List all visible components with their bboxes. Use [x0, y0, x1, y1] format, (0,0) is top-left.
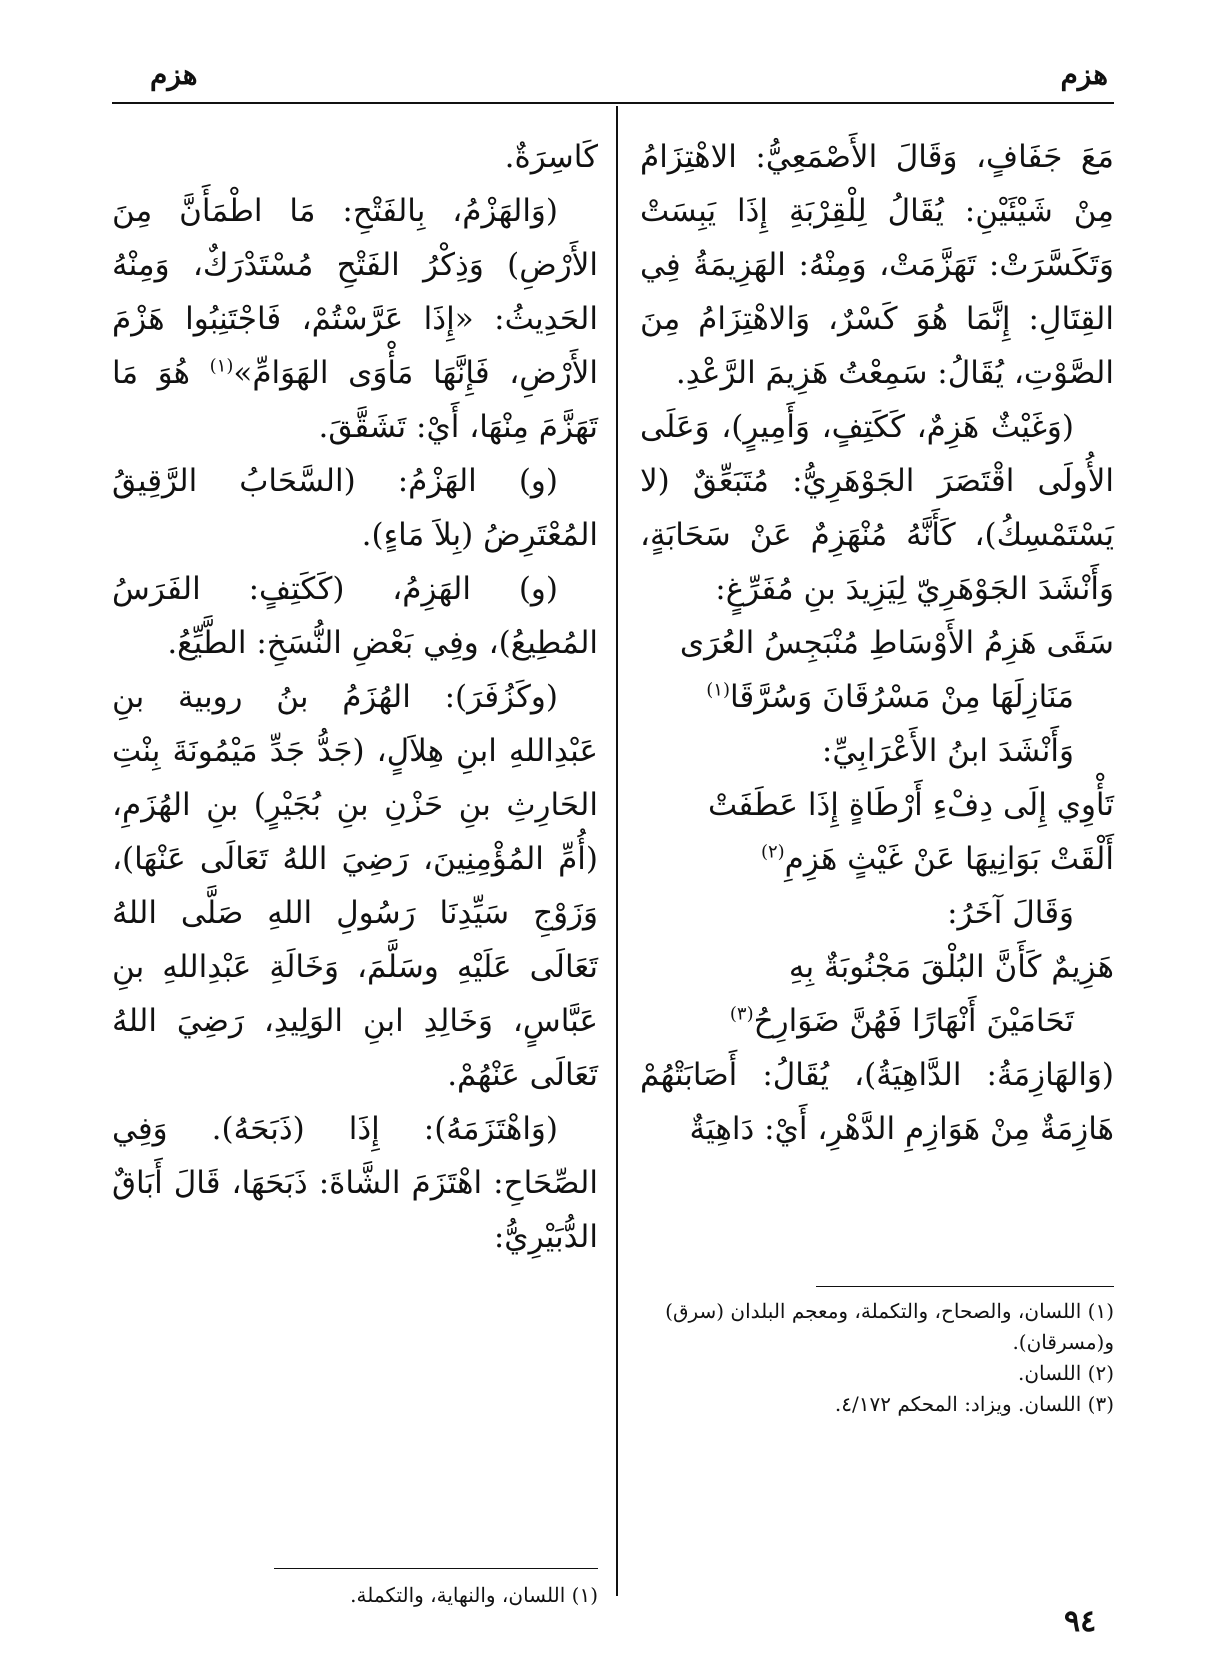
- page-number: ٩٤: [1064, 1604, 1097, 1639]
- verse-text: أَلْقَتْ بَوَانِيهَا عَنْ غَيْثٍ هَزِمِ: [784, 841, 1114, 877]
- entry-paragraph: (وَالهَازِمَةُ: الدَّاهِيَةُ)، يُقَالُ: أَصَابَتْهُمْ هَازِمَةٌ مِنْ هَوَازِمِ الدَّهْرِ، أَيْ: دَاهِيَةٌ: [640, 1057, 1114, 1147]
- header-root-word-right: هزم: [1060, 58, 1108, 91]
- verse-line: [640, 616, 1114, 670]
- footnote-mark: (٢): [760, 841, 785, 863]
- left-column: [112, 130, 598, 1264]
- entry-paragraph: (وَغَيْثٌ هَزِمٌ، كَكَتِفٍ، وَأَمِيرٍ)، وَعَلَى الأُولَى اقْتَصَرَ الجَوْهَرِيُّ: مُتَبَعِّقٌ (لا يَسْتَمْسِكُ)، كَأَنَّهُ مُنْهَزِمٌ عَنْ سَحَابَةٍ، وَأَنْشَدَ الجَوْهَرِيّ لِيَزِيدَ بنِ مُفَرِّغٍ:: [640, 409, 1114, 607]
- verse-line: [640, 994, 1114, 1048]
- entry-paragraph: وَأَنْشَدَ ابنُ الأَعْرَابِيِّ:: [821, 733, 1074, 769]
- verse-text: تَأْوِي إِلَى دِفْءِ أَرْطَاةٍ إِذَا عَطَفَتْ: [707, 787, 1114, 823]
- entry-paragraph: كَاسِرَةٌ.: [504, 139, 598, 175]
- entry-paragraph: (و) الهَزْمُ: (السَّحَابُ الرَّقِيقُ المُعْتَرِضُ (بِلاَ مَاءٍ).: [112, 463, 598, 553]
- entry-paragraph: [112, 184, 598, 454]
- footnotes-right: [640, 1296, 1114, 1420]
- footnote-rule: [274, 1568, 598, 1569]
- verse-text: مَنَازِلَهَا مِنْ مَسْرُقَانَ وَسُرَّقَا: [729, 679, 1074, 715]
- page-header: [112, 50, 1114, 104]
- footnote-mark: (١): [706, 679, 730, 701]
- entry-paragraph: (وَاهْتَزَمَهُ): إِذَا (ذَبَحَهُ). وَفِي الصِّحَاحِ: اهْتَزَمَ الشَّاةَ: ذَبَحَهَا، قَالَ أَبَاقٌ الدُّبَيْرِيُّ:: [112, 1111, 598, 1255]
- verse-line: [640, 832, 1114, 886]
- entry-text: هُوَ مَا تَهَزَّمَ مِنْهَا، أَيْ: تَشَقَّقَ.: [112, 355, 598, 445]
- verse-line: [640, 670, 1114, 724]
- verse-text: هَزِيمٌ كَأَنَّ البُلْقَ مَجْنُوبَةٌ بِهِ: [788, 949, 1114, 985]
- verse-line: [640, 778, 1114, 832]
- header-root-word-left: هزم: [150, 58, 198, 91]
- footnote-mark: (٣): [729, 1003, 754, 1025]
- footnote: (٣) اللسان. ويزاد: المحكم ٤/١٧٢.: [834, 1392, 1114, 1416]
- right-column: [640, 130, 1114, 1156]
- entry-paragraph: وَقَالَ آخَرُ:: [947, 895, 1074, 931]
- entry-text: (وَالهَزْمُ، بِالفَتْحِ: مَا اطْمَأَنَّ مِنَ الأَرْضِ) وَذِكْرُ الفَتْحِ مُسْتَدْرَكٌ، وَمِنْهُ الحَدِيثُ: «إِذَا عَرَّسْتُمْ، فَاجْتَنِبُوا هَزْمَ الأَرْضِ، فَإِنَّهَا مَأْوَى الهَوَامِّ»: [112, 193, 598, 391]
- entry-paragraph: (و) الهَزِمُ، (كَكَتِفٍ: الفَرَسُ المُطِيعُ)، وفِي بَعْضِ النُّسَخِ: الطَّيِّعُ.: [112, 571, 598, 661]
- verse-line: [640, 940, 1114, 994]
- entry-paragraph: مَعَ جَفَافٍ، وَقَالَ الأَصْمَعِيُّ: الاهْتِزَامُ مِنْ شَيْئَيْنِ: يُقَالُ لِلْقِرْبَةِ إِذَا يَبِسَتْ وَتَكَسَّرَتْ: تَهَزَّمَتْ، وَمِنْهُ: الهَزِيمَةُ فِي القِتَالِ: إِنَّمَا هُوَ كَسْرٌ، وَالاهْتِزَامُ مِنَ الصَّوْتِ، يُقَالُ: سَمِعْتُ هَزِيمَ الرَّعْدِ.: [640, 139, 1114, 391]
- footnote: (١) اللسان، والنهاية، والتكملة.: [350, 1583, 598, 1607]
- footnotes-left: [112, 1580, 598, 1611]
- verse-text: سَقَى هَزِمُ الأَوْسَاطِ مُنْبَجِسُ العُرَى: [679, 625, 1114, 661]
- footnote: (٢) اللسان.: [1018, 1361, 1114, 1385]
- footnote-rule: [816, 1286, 1114, 1287]
- verse-text: تَحَامَيْنَ أَنْهَارًا فَهُنَّ ضَوَارِحُ: [753, 1003, 1074, 1039]
- entry-paragraph: (وكَزُفَرَ): الهُزَمُ بنُ روبية بنِ عَبْدِاللهِ ابنِ هِلاَلٍ، (جَدُّ جَدِّ مَيْمُونَةَ بِنْتِ الحَارِثِ بنِ حَزْنِ بنِ بُجَيْرٍ) بنِ الهُزَمِ، (أُمِّ المُؤْمِنِينَ، رَضِيَ اللهُ تَعَالَى عَنْهَا)، وَزَوْجِ سَيِّدِنَا رَسُولِ اللهِ صَلَّى اللهُ تَعَالَى عَلَيْهِ وسَلَّمَ، وَخَالَةِ عَبْدِاللهِ بنِ عَبَّاسٍ، وَخَالِدِ ابنِ الوَلِيدِ، رَضِيَ اللهُ تَعَالَى عَنْهُمْ.: [112, 679, 598, 1093]
- column-divider: [616, 106, 618, 1596]
- footnote-mark: (١): [209, 355, 234, 377]
- footnote: (١) اللسان، والصحاح، والتكملة، ومعجم البلدان (سرق) و(مسرقان).: [665, 1299, 1114, 1354]
